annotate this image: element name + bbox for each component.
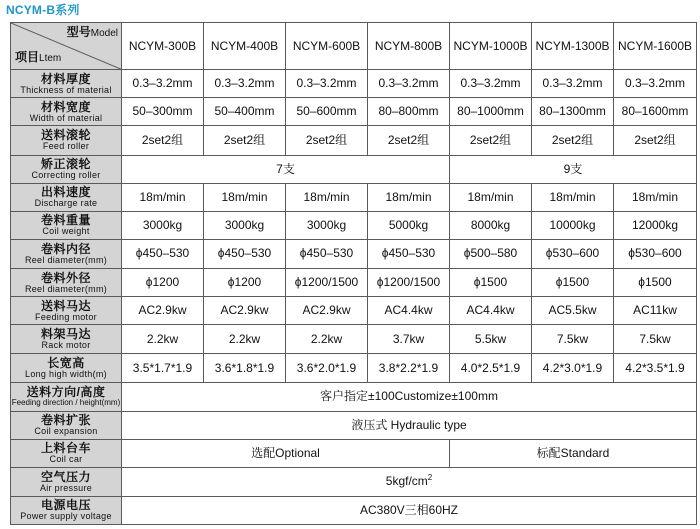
table-cell: 18m/min: [204, 183, 286, 211]
table-cell: 4.0*2.5*1.9: [450, 354, 532, 383]
model-header: NCYM-300B: [122, 23, 204, 70]
row-label: 材料宽度 Width of material: [11, 98, 122, 126]
table-cell: 10000kg: [532, 211, 614, 239]
table-row: [11, 70, 697, 98]
spec-table: [10, 22, 697, 525]
table-cell: 2set2组: [614, 126, 697, 155]
table-cell: 7.5kw: [614, 325, 697, 354]
table-cell: ϕ1200/1500: [286, 268, 368, 296]
table-cell: 2set2组: [122, 126, 204, 155]
table-cell: 3.8*2.2*1.9: [368, 354, 450, 383]
row-label: 料架马达 Rack motor: [11, 325, 122, 354]
row-label: 上料台车 Coil car: [11, 439, 122, 467]
table-cell: 液压式 Hydraulic type: [122, 411, 697, 439]
row-label: 卷料扩张 Coil expansion: [11, 411, 122, 439]
table-cell: 2set2组: [204, 126, 286, 155]
table-cell: 18m/min: [122, 183, 204, 211]
table-cell: 2set2组: [532, 126, 614, 155]
table-cell: 2.2kw: [204, 325, 286, 354]
table-cell: ϕ1500: [532, 268, 614, 296]
table-cell: 18m/min: [286, 183, 368, 211]
table-cell: 0.3–3.2mm: [204, 70, 286, 98]
table-cell: AC2.9kw: [286, 297, 368, 325]
table-cell: 2set2组: [450, 126, 532, 155]
table-cell: AC380V三相60HZ: [122, 496, 697, 524]
table-cell: 80–800mm: [368, 98, 450, 126]
table-cell: 50–400mm: [204, 98, 286, 126]
row-label: 卷料重量 Coil weight: [11, 211, 122, 239]
table-cell: 2set2组: [368, 126, 450, 155]
table-row: [11, 297, 697, 325]
table-cell: 标配Standard: [450, 439, 697, 467]
table-cell: 7支: [122, 155, 450, 183]
table-cell: 12000kg: [614, 211, 697, 239]
model-header: NCYM-600B: [286, 23, 368, 70]
table-cell: ϕ530–600: [614, 239, 697, 268]
table-row: [11, 439, 697, 467]
corner-cell: [11, 23, 122, 70]
table-cell: ϕ1500: [614, 268, 697, 296]
table-cell: 4.2*3.0*1.9: [532, 354, 614, 383]
table-cell: 3000kg: [204, 211, 286, 239]
table-cell: AC2.9kw: [122, 297, 204, 325]
row-label: 送料方向/高度 Feeding direction / height(mm): [11, 383, 122, 411]
row-label: 材料厚度 Thickness of material: [11, 70, 122, 98]
table-cell: 4.2*3.5*1.9: [614, 354, 697, 383]
table-row: [11, 354, 697, 383]
table-cell: 18m/min: [614, 183, 697, 211]
table-cell: 80–1300mm: [532, 98, 614, 126]
table-cell: 18m/min: [368, 183, 450, 211]
table-cell: 5.5kw: [450, 325, 532, 354]
model-header: NCYM-1300B: [532, 23, 614, 70]
table-cell: ϕ1200: [122, 268, 204, 296]
table-cell: 2set2组: [286, 126, 368, 155]
row-label: 送料滚轮 Feed roller: [11, 126, 122, 155]
table-cell: 3.6*1.8*1.9: [204, 354, 286, 383]
table-cell: 0.3–3.2mm: [286, 70, 368, 98]
table-cell: AC5.5kw: [532, 297, 614, 325]
table-cell: 8000kg: [450, 211, 532, 239]
table-cell: 80–1000mm: [450, 98, 532, 126]
table-row: [11, 325, 697, 354]
table-row: [11, 496, 697, 524]
table-cell: ϕ450–530: [204, 239, 286, 268]
table-cell: AC4.4kw: [368, 297, 450, 325]
table-row: [11, 467, 697, 496]
table-cell: 3000kg: [286, 211, 368, 239]
table-row: [11, 211, 697, 239]
table-cell: ϕ1500: [450, 268, 532, 296]
table-cell: 2.2kw: [286, 325, 368, 354]
row-label: 出料速度 Discharge rate: [11, 183, 122, 211]
table-cell: 0.3–3.2mm: [450, 70, 532, 98]
table-cell: 0.3–3.2mm: [614, 70, 697, 98]
table-cell: 客户指定±100Customize±100mm: [122, 383, 697, 411]
model-header: NCYM-400B: [204, 23, 286, 70]
row-label: 空气压力 Air pressure: [11, 467, 122, 496]
table-cell: 80–1600mm: [614, 98, 697, 126]
table-row: [11, 239, 697, 268]
table-cell: 7.5kw: [532, 325, 614, 354]
row-label: 送料马达 Feeding motor: [11, 297, 122, 325]
table-cell: AC2.9kw: [204, 297, 286, 325]
table-cell: ϕ450–530: [368, 239, 450, 268]
table-cell: 0.3–3.2mm: [532, 70, 614, 98]
table-cell: 0.3–3.2mm: [122, 70, 204, 98]
table-cell: 3000kg: [122, 211, 204, 239]
table-cell: 3.7kw: [368, 325, 450, 354]
table-row: [11, 155, 697, 183]
series-title: NCYM-B系列: [6, 3, 80, 17]
air-pressure-value: 5kgf/cm: [385, 474, 428, 489]
table-cell: ϕ1200/1500: [368, 268, 450, 296]
table-cell: 3.6*2.0*1.9: [286, 354, 368, 383]
table-cell: 选配Optional: [122, 439, 450, 467]
table-row: [11, 98, 697, 126]
table-cell: 0.3–3.2mm: [368, 70, 450, 98]
table-cell: 50–600mm: [286, 98, 368, 126]
row-label: 卷料内径 Reel diameter(mm): [11, 239, 122, 268]
header-row: [11, 23, 697, 70]
model-header: NCYM-1000B: [450, 23, 532, 70]
table-cell: ϕ500–580: [450, 239, 532, 268]
table-cell: 2.2kw: [122, 325, 204, 354]
table-cell: 9支: [450, 155, 697, 183]
corner-model-label: 型号Model: [66, 25, 118, 39]
model-header: NCYM-1600B: [614, 23, 697, 70]
row-label: 长宽高 Long high width(m): [11, 354, 122, 383]
table-cell: [122, 467, 697, 496]
table-cell: ϕ450–530: [122, 239, 204, 268]
table-cell: 18m/min: [450, 183, 532, 211]
table-row: [11, 383, 697, 411]
table-cell: 3.5*1.7*1.9: [122, 354, 204, 383]
model-header: NCYM-800B: [368, 23, 450, 70]
table-row: [11, 126, 697, 155]
table-row: [11, 411, 697, 439]
row-label: 矫正滚轮 Correcting roller: [11, 155, 122, 183]
row-label: 卷料外径 Reel diameter(mm): [11, 268, 122, 296]
table-cell: 5000kg: [368, 211, 450, 239]
table-cell: 50–300mm: [122, 98, 204, 126]
table-cell: ϕ450–530: [286, 239, 368, 268]
table-row: [11, 268, 697, 296]
table-cell: ϕ530–600: [532, 239, 614, 268]
row-label: 电源电压 Power supply voltage: [11, 496, 122, 524]
table-cell: AC4.4kw: [450, 297, 532, 325]
table-cell: ϕ1200: [204, 268, 286, 296]
unit-superscript: 2: [427, 473, 433, 483]
table-row: [11, 183, 697, 211]
table-cell: AC11kw: [614, 297, 697, 325]
corner-item-label: 项目Ltem: [15, 50, 62, 65]
table-cell: 18m/min: [532, 183, 614, 211]
